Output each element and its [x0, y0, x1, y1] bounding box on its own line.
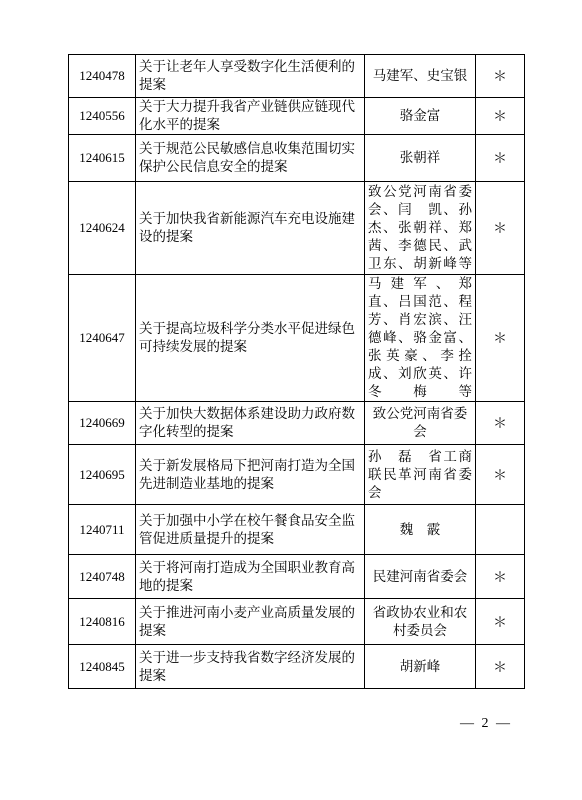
- mark-cell: ＊: [476, 402, 525, 445]
- sponsors-cell: 张朝祥: [365, 135, 476, 182]
- proposal-title-cell: 关于将河南打造成为全国职业教育高地的提案: [136, 555, 365, 599]
- mark-cell: ＊: [476, 555, 525, 599]
- mark-cell: ＊: [476, 98, 525, 135]
- sponsors-cell: 孙 磊 省工商联民革河南省委会: [365, 445, 476, 505]
- mark-cell: ＊: [476, 445, 525, 505]
- table-row: [69, 645, 525, 689]
- proposal-id-cell: 1240556: [69, 98, 136, 135]
- proposal-title-cell: 关于进一步支持我省数字经济发展的提案: [136, 645, 365, 689]
- table-row: [69, 445, 525, 505]
- mark-cell: ＊: [476, 55, 525, 98]
- sponsors-cell: 民建河南省委会: [365, 555, 476, 599]
- proposal-title-cell: 关于推进河南小麦产业高质量发展的提案: [136, 599, 365, 645]
- sponsors-cell: 胡新峰: [365, 645, 476, 689]
- proposal-title-cell: 关于加快大数据体系建设助力政府数字化转型的提案: [136, 402, 365, 445]
- proposal-id-cell: 1240845: [69, 645, 136, 689]
- mark-cell: ＊: [476, 599, 525, 645]
- proposal-id-cell: 1240624: [69, 182, 136, 275]
- proposal-title-cell: 关于加强中小学在校午餐食品安全监管促进质量提升的提案: [136, 505, 365, 555]
- sponsors-cell: 魏 霰: [365, 505, 476, 555]
- table-row: [69, 599, 525, 645]
- proposal-title-cell: 关于让老年人享受数字化生活便利的提案: [136, 55, 365, 98]
- sponsors-cell: 致公党河南省委会、闫 凯、孙 杰、张朝祥、郑 茜、李德民、武卫东、胡新峰等: [365, 182, 476, 275]
- table-row: [69, 55, 525, 98]
- table-row: [69, 402, 525, 445]
- mark-cell: [476, 505, 525, 555]
- mark-cell: ＊: [476, 182, 525, 275]
- proposal-id-cell: 1240748: [69, 555, 136, 599]
- proposal-id-cell: 1240695: [69, 445, 136, 505]
- proposal-table-body: [69, 55, 525, 689]
- proposal-table: [68, 54, 525, 689]
- sponsors-cell: 马建军、郑 直、吕国范、程 芳、肖宏滨、汪德峰、骆金富、张英豪、李拴成、刘欣英、许冬梅等: [365, 275, 476, 402]
- table-row: [69, 505, 525, 555]
- table-row: [69, 182, 525, 275]
- proposal-title-cell: 关于提高垃圾科学分类水平促进绿色可持续发展的提案: [136, 275, 365, 402]
- sponsors-cell: 马建军、史宝银: [365, 55, 476, 98]
- table-row: [69, 555, 525, 599]
- table-row: [69, 275, 525, 402]
- sponsors-cell: 致公党河南省委会: [365, 402, 476, 445]
- proposal-title-cell: 关于新发展格局下把河南打造为全国先进制造业基地的提案: [136, 445, 365, 505]
- proposal-id-cell: 1240711: [69, 505, 136, 555]
- proposal-title-cell: 关于规范公民敏感信息收集范围切实保护公民信息安全的提案: [136, 135, 365, 182]
- table-row: [69, 135, 525, 182]
- page-number: — 2 —: [460, 716, 512, 731]
- proposal-title-cell: 关于大力提升我省产业链供应链现代化水平的提案: [136, 98, 365, 135]
- sponsors-cell: 省政协农业和农村委员会: [365, 599, 476, 645]
- mark-cell: ＊: [476, 275, 525, 402]
- proposal-id-cell: 1240615: [69, 135, 136, 182]
- mark-cell: ＊: [476, 645, 525, 689]
- mark-cell: ＊: [476, 135, 525, 182]
- proposal-id-cell: 1240478: [69, 55, 136, 98]
- proposal-id-cell: 1240647: [69, 275, 136, 402]
- proposal-id-cell: 1240816: [69, 599, 136, 645]
- table-row: [69, 98, 525, 135]
- proposal-id-cell: 1240669: [69, 402, 136, 445]
- sponsors-cell: 骆金富: [365, 98, 476, 135]
- proposal-title-cell: 关于加快我省新能源汽车充电设施建设的提案: [136, 182, 365, 275]
